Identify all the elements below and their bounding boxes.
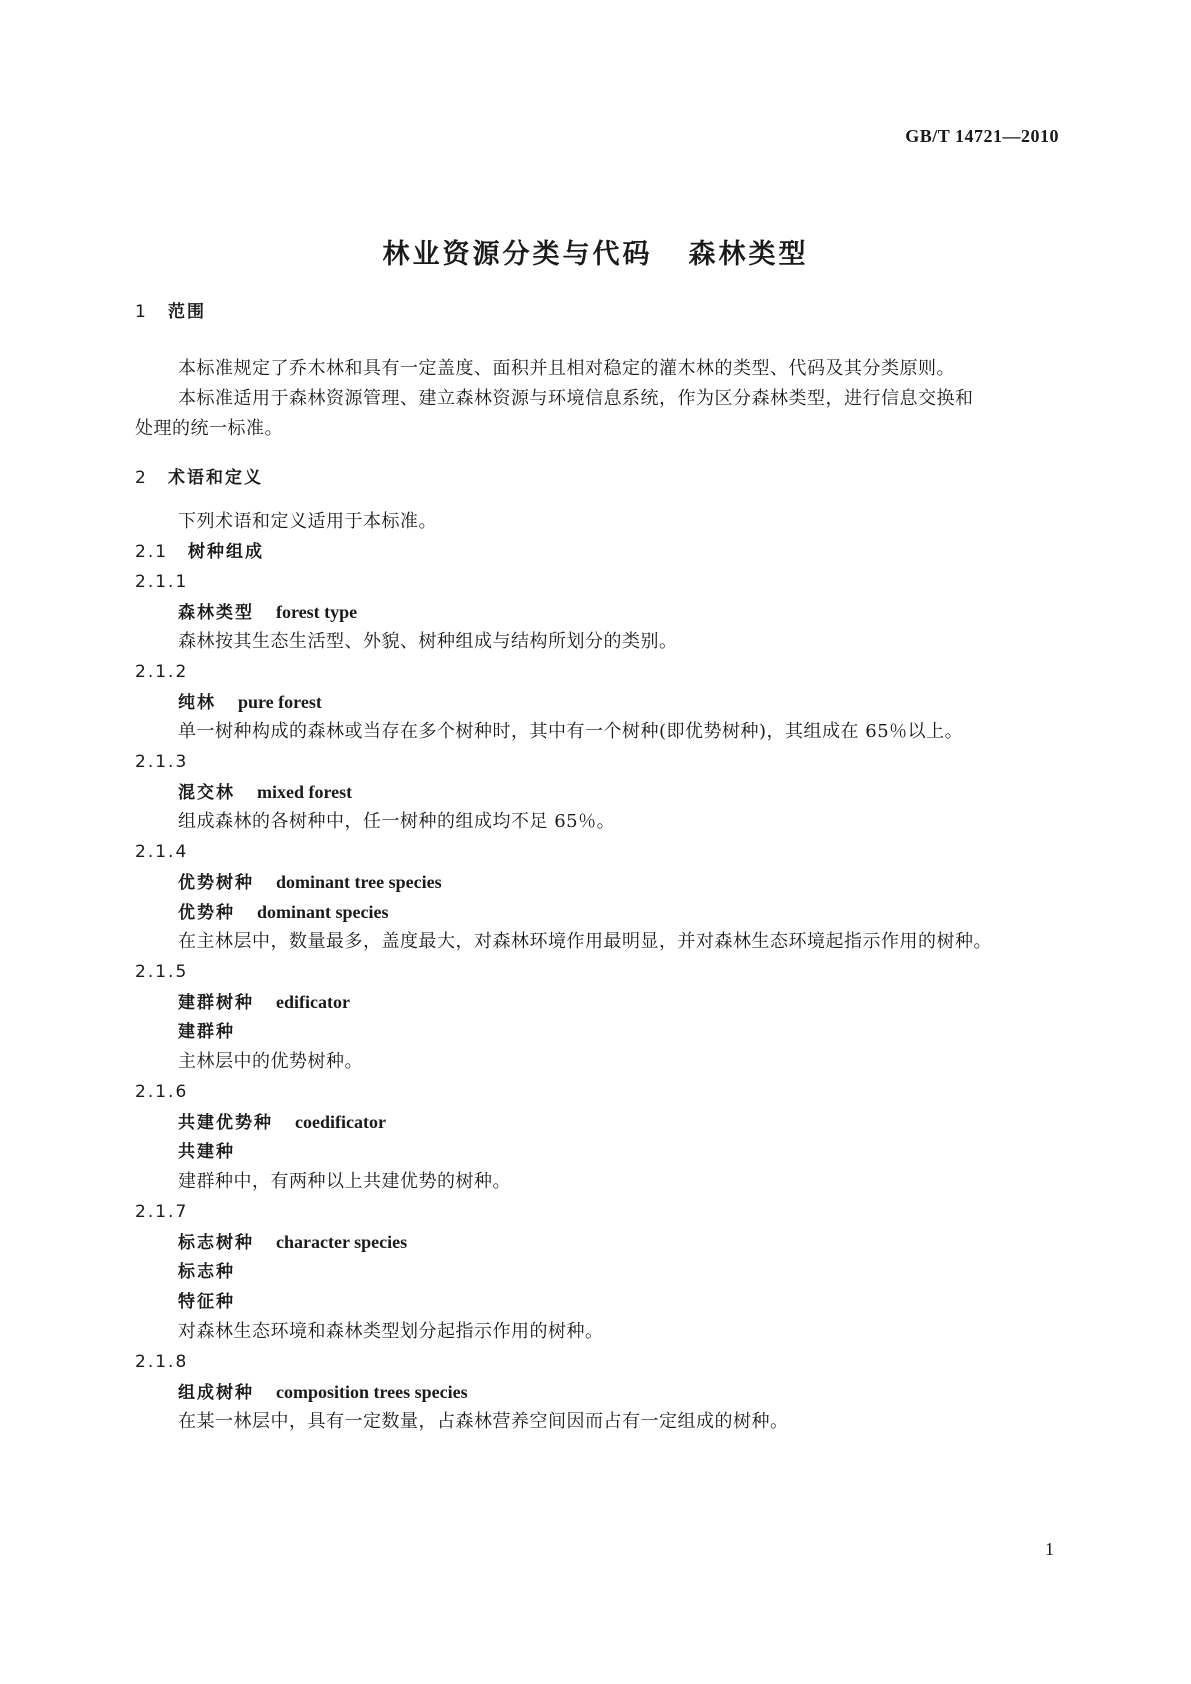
section-heading [0,463,1191,493]
term-name: 特征种 [178,1292,235,1312]
term-name: 纯林 pure forest [178,692,322,713]
term-name: 建群树种 edificator [178,992,350,1013]
term-definition: 在主林层中，数量最多，盖度最大，对森林环境作用最明显，并对森林生态环境起指示作用的树种。 [178,931,992,952]
term-name: 混交林 mixed forest [178,782,353,803]
term-definition: 主林层中的优势树种。 [178,1051,363,1072]
section-heading [0,297,1191,327]
paragraph-text: 本标准规定了乔木林和具有一定盖度、面积并且相对稳定的灌木林的类型、代码及其分类原则。 [178,358,955,379]
paragraph [0,354,1191,384]
term-name: 优势树种 dominant tree species [178,872,442,893]
term-name: 标志种 [178,1262,235,1282]
term-definition: 森林按其生态生活型、外貌、树种组成与结构所划分的类别。 [178,631,678,652]
section-number: 2 [135,468,148,488]
term-number: 2.1.6 [135,1082,189,1102]
term-number: 2.1.7 [135,1202,189,1222]
term-number: 2.1.4 [135,842,189,862]
paragraph-continuation [0,414,1191,444]
page-number: 1 [1045,1539,1054,1559]
paragraph-text: 本标准适用于森林资源管理、建立森林资源与环境信息系统，作为区分森林类型，进行信息交换和 [178,388,974,409]
term-definition: 在某一林层中，具有一定数量，占森林营养空间因而占有一定组成的树种。 [178,1411,789,1432]
paragraph-text: 下列术语和定义适用于本标准。 [178,511,437,532]
term-name: 标志树种 character species [178,1232,408,1253]
subsection-heading [0,537,1191,567]
section-title: 范围 [168,302,206,322]
term-definition: 单一树种构成的森林或当存在多个树种时，其中有一个树种(即优势树种)，其组成在 65％以上。 [178,721,964,742]
term-name: 森林类型 forest type [178,602,358,623]
term-name: 组成树种 composition trees species [178,1382,468,1403]
term-definition: 建群种中，有两种以上共建优势的树种。 [178,1171,511,1192]
term-number: 2.1.3 [135,752,189,772]
term-number: 2.1.8 [135,1352,189,1372]
term-definition: 对森林生态环境和森林类型划分起指示作用的树种。 [178,1321,604,1342]
term-name: 建群种 [178,1022,235,1042]
document-title-sub: 森林类型 [688,239,809,270]
document-title-main: 林业资源分类与代码 [382,239,653,270]
term-definition: 组成森林的各树种中，任一树种的组成均不足 65％。 [178,811,616,832]
document-title [0,232,1191,271]
term-number: 2.1.5 [135,962,189,982]
paragraph-text: 处理的统一标准。 [135,418,283,439]
term-number: 2.1.2 [135,662,189,682]
section-title: 术语和定义 [168,468,263,488]
term-name: 优势种 dominant species [178,902,389,923]
term-name: 共建优势种 coedificator [178,1112,386,1133]
subsection-title: 树种组成 [188,542,264,562]
subsection-number: 2.1 [135,542,169,562]
standard-code: GB/T 14721—2010 [905,126,1059,146]
paragraph [0,384,1191,414]
term-name: 共建种 [178,1142,235,1162]
section-number: 1 [135,302,148,322]
paragraph [0,507,1191,537]
term-number: 2.1.1 [135,572,189,592]
